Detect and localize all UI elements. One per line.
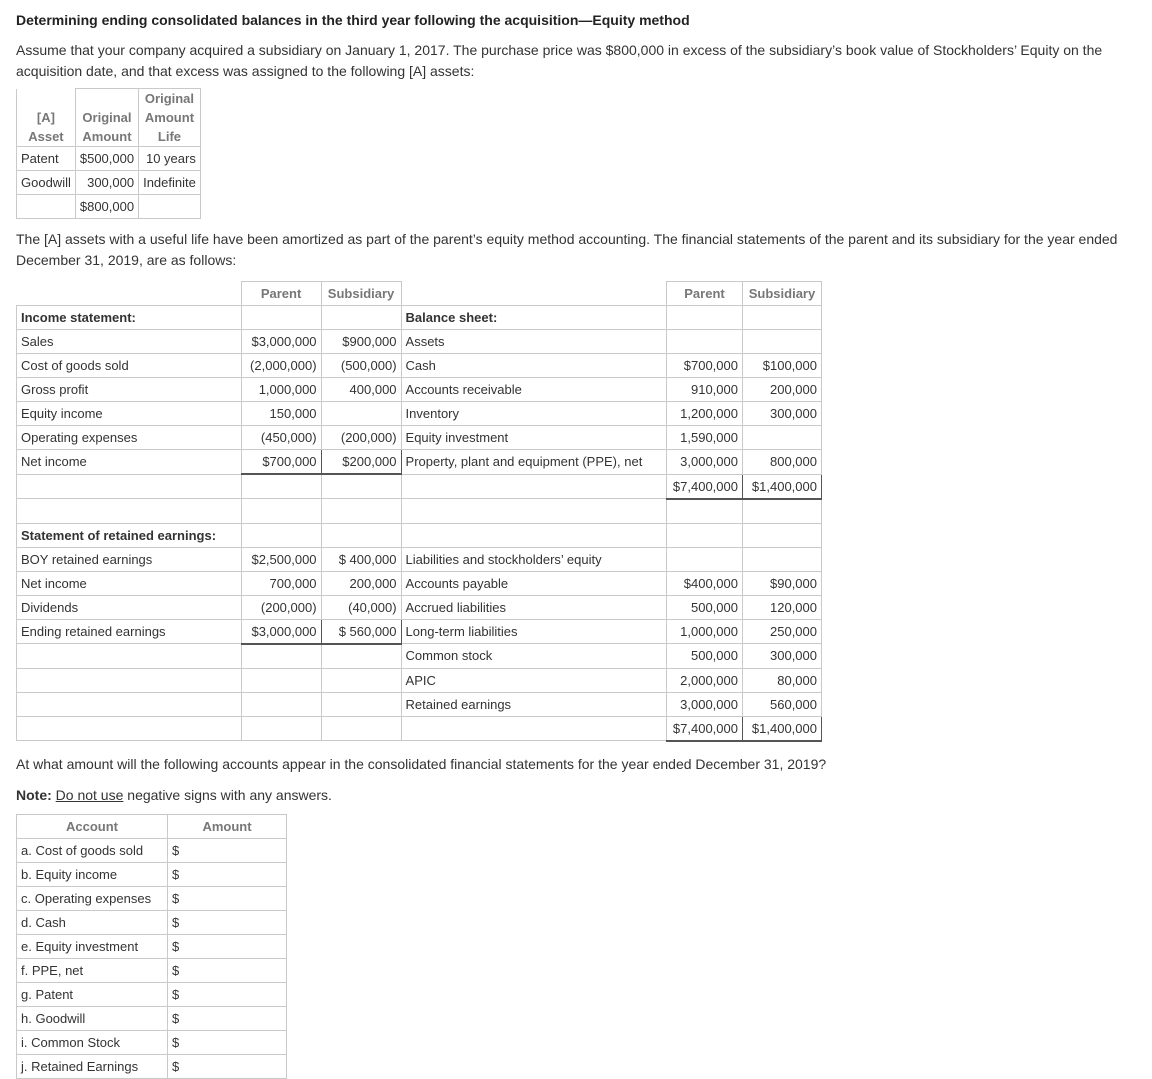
table-row: Operating expenses (450,000) (200,000) Equity investment 1,590,000	[17, 426, 822, 450]
amount-input[interactable]: $	[168, 1006, 287, 1030]
answer-row: c. Operating expenses $	[17, 886, 287, 910]
table-row: Common stock 500,000 300,000	[17, 644, 822, 669]
amount-input[interactable]: $	[168, 982, 287, 1006]
note: Note: Do not use negative signs with any answers.	[16, 786, 332, 803]
answer-row: f. PPE, net $	[17, 958, 287, 982]
table-row: BOY retained earnings $2,500,000 $ 400,000 Liabilities and stockholders’ equity	[17, 547, 822, 571]
page-title: Determining ending consolidated balances in the third year following the acquisition—Equity method	[16, 12, 690, 28]
amount-header	[75, 89, 138, 109]
asset-total: $800,000	[75, 195, 138, 219]
amount-input[interactable]: $	[168, 862, 287, 886]
table-row: Retained earnings 3,000,000 560,000	[17, 692, 822, 716]
answer-row: e. Equity investment $	[17, 934, 287, 958]
intro-text: Assume that your company acquired a subsidiary on January 1, 2017. The purchase price was $800,000 in excess of the subsidiary’s book value of Stockholders’ Equity on the acquisition date, and that excess was assigned to the following [A] assets:	[16, 42, 1103, 79]
answer-row: d. Cash $	[17, 910, 287, 934]
financial-table: Parent Subsidiary Parent Subsidiary Income statement: Balance sheet: Sales $3,000,000 $900,000 Assets Cost of goods sold (2,000,000) (500,000) Cash $700,000 $100,000 Gross profit 1,000,000 400,000 Accounts receivable 910,000 200,000 Equity income 150,000 Inventory 1,200,000 300,000 Operating expenses (450,000) (200,000) Equity investment 1,590,000 Net income $700,000 $200,000 Property, plant and equipment (PPE), net 3,000,000 800,000 $7,400,000 $1,400,000 Statement of retained earnings: BOY retained earnings $2,500,000 $ 400,000 Liabilities and stockholders’ equity Net income 700,000 200,000 Accounts payable $400,000 $90,000 Dividends (200,000) (40,000) Accrued liabilities 500,000 120,000 Ending retained earnings $3,000,000 $ 560,000 Long-term liabilities 1,000,000 250,000 Common stock 500,000 300,000 APIC 2,000,000 80,000 Retained earnings 3,000,000 560,000 $7,400,000 $1,400,000	[16, 281, 822, 742]
table-row: Sales $3,000,000 $900,000 Assets	[17, 330, 822, 354]
answer-row: a. Cost of goods sold $	[17, 838, 287, 862]
answer-table: Account Amount a. Cost of goods sold $ b. Equity income $ c. Operating expenses $ d. Cash $ e. Equity investment $ f. PPE, net $ g. Patent $ h. Goodwill $ i. Common Stock $ j. Retained Earnings $	[16, 814, 287, 1079]
para2-text: The [A] assets with a useful life have been amortized as part of the parent’s equity method accounting. The financial statements of the parent and its subsidiary for the year ended December 31, 2019, are as follows:	[16, 231, 1118, 268]
table-row: Net income 700,000 200,000 Accounts payable $400,000 $90,000	[17, 571, 822, 595]
amount-input[interactable]: $	[168, 934, 287, 958]
table-row: Equity income 150,000 Inventory 1,200,000 300,000	[17, 402, 822, 426]
amount-input[interactable]: $	[168, 1054, 287, 1078]
asset-header	[17, 89, 76, 109]
table-row: Gross profit 1,000,000 400,000 Accounts receivable 910,000 200,000	[17, 378, 822, 402]
table-row: Ending retained earnings $3,000,000 $ 560,000 Long-term liabilities 1,000,000 250,000	[17, 619, 822, 644]
amount-input[interactable]: $	[168, 1030, 287, 1054]
table-row: APIC 2,000,000 80,000	[17, 668, 822, 692]
table-row: Cost of goods sold (2,000,000) (500,000) Cash $700,000 $100,000	[17, 354, 822, 378]
life-header: Original	[139, 89, 201, 109]
amount-input[interactable]: $	[168, 886, 287, 910]
answer-row: i. Common Stock $	[17, 1030, 287, 1054]
amount-input[interactable]: $	[168, 838, 287, 862]
question-text: At what amount will the following accounts appear in the consolidated financial statements for the year ended December 31, 2019?	[16, 755, 827, 772]
table-row: $7,400,000 $1,400,000	[17, 716, 822, 741]
table-row	[17, 195, 201, 219]
amount-input[interactable]: $	[168, 910, 287, 934]
answer-row: h. Goodwill $	[17, 1006, 287, 1030]
table-row: Patent $500,000 10 years	[17, 147, 201, 171]
table-row: $7,400,000 $1,400,000	[17, 474, 822, 499]
table-row: Dividends (200,000) (40,000) Accrued liabilities 500,000 120,000	[17, 595, 822, 619]
amount-input[interactable]: $	[168, 958, 287, 982]
table-row: Net income $700,000 $200,000 Property, plant and equipment (PPE), net 3,000,000 800,000	[17, 450, 822, 475]
answer-row: j. Retained Earnings $	[17, 1054, 287, 1078]
answer-row: b. Equity income $	[17, 862, 287, 886]
answer-row: g. Patent $	[17, 982, 287, 1006]
asset-table: Original [A] Original Amount Asset Amount Life Patent $500,000 10 years Goodwill 300,000 Indefinite $800,000	[16, 88, 201, 219]
table-row: Goodwill 300,000 Indefinite	[17, 171, 201, 195]
